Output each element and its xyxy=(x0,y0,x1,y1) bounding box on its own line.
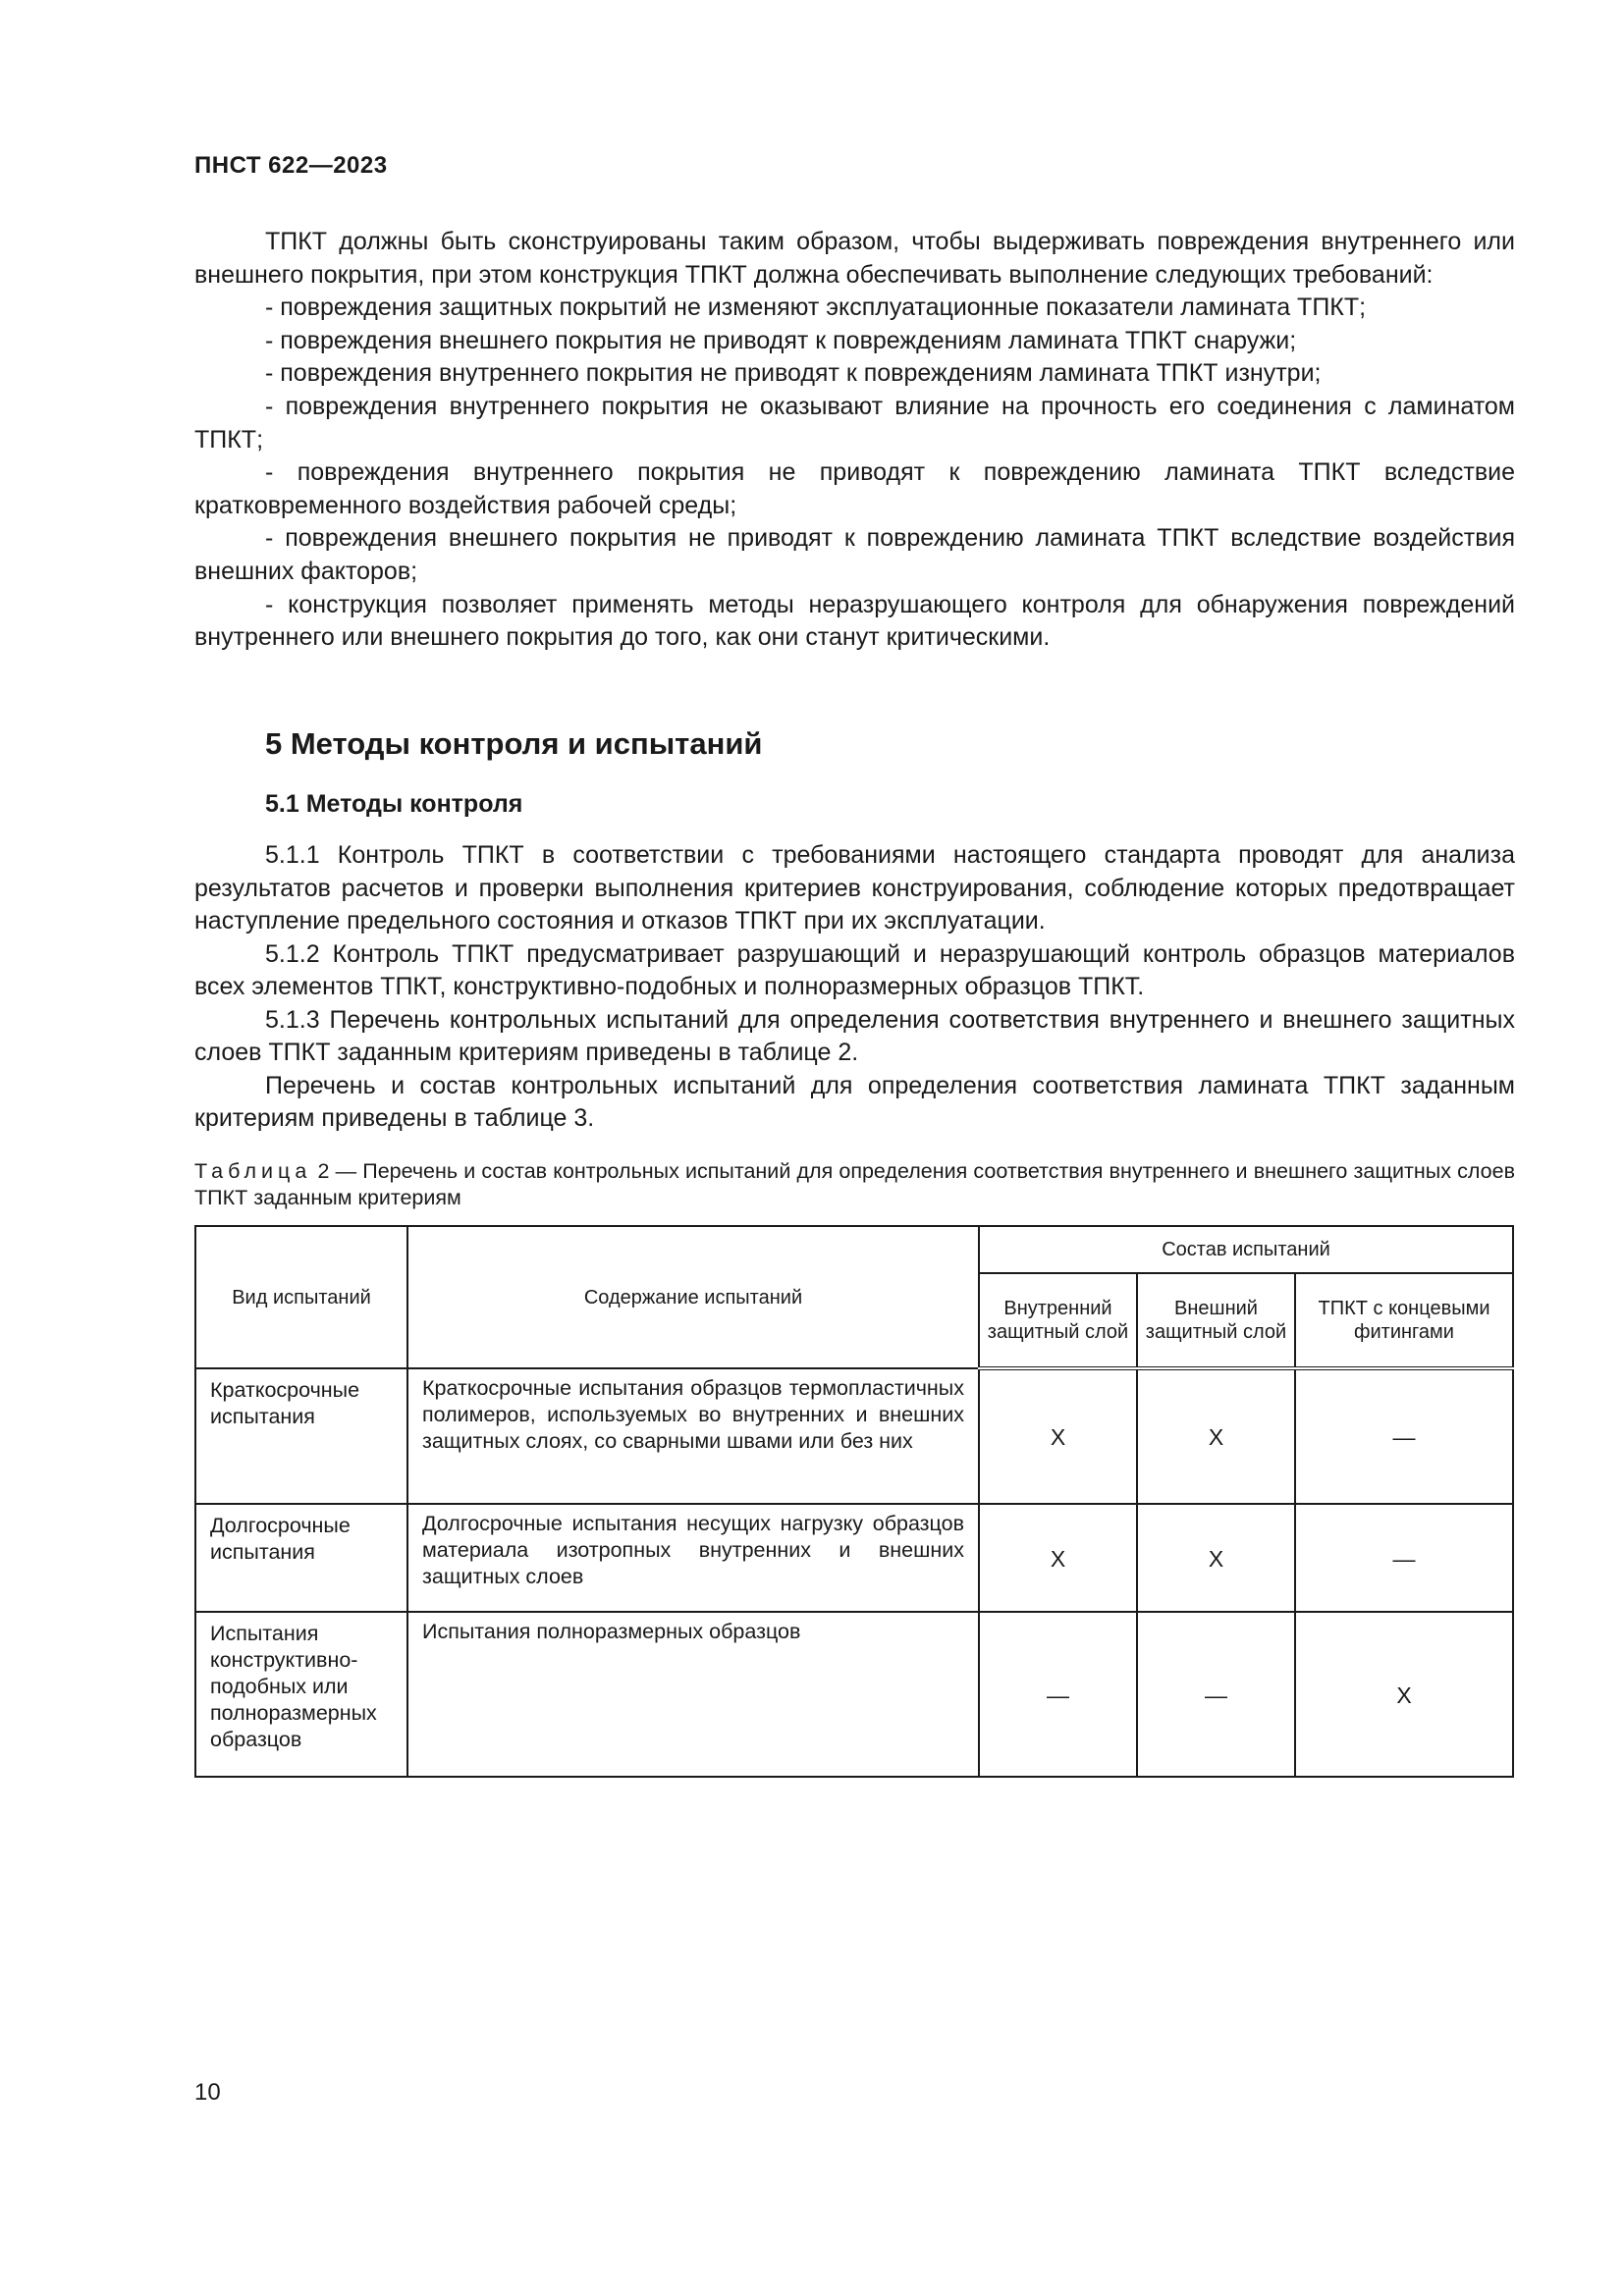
cell-inner-mark: X xyxy=(979,1368,1137,1504)
cell-test-content: Долгосрочные испытания несущих нагрузку образцов материала изотропных внутренних и внешних защитных слоев xyxy=(407,1504,979,1612)
cell-inner-mark: — xyxy=(979,1612,1137,1777)
cell-tpkt-mark: X xyxy=(1295,1612,1513,1777)
cell-outer-mark: X xyxy=(1137,1368,1295,1504)
requirement-item: - повреждения защитных покрытий не изменяют эксплуатационные показатели ламината ТПКТ; xyxy=(265,294,1367,322)
table-row xyxy=(195,1504,1513,1612)
requirement-item: - конструкция позволяет применять методы неразрушающего контроля для обнаружения повреждений внутреннего или внешнего покрытия до того, как они станут критическими. xyxy=(194,590,1515,652)
requirement-item: - повреждения внутреннего покрытия не приводят к повреждениям ламината ТПКТ изнутри; xyxy=(265,359,1322,388)
header-test-content: Содержание испытаний xyxy=(407,1226,979,1368)
tests-table xyxy=(194,1225,1514,1778)
table-row xyxy=(195,1612,1513,1777)
cell-test-type: Испытания конструктивно-подобных или полноразмерных образцов xyxy=(195,1612,407,1777)
cell-inner-mark: X xyxy=(979,1504,1137,1612)
section-title: 5 Методы контроля и испытаний xyxy=(265,726,763,761)
cell-outer-mark: — xyxy=(1137,1612,1295,1777)
subsection-title: 5.1 Методы контроля xyxy=(265,790,523,818)
clause-paragraph: 5.1.1 Контроль ТПКТ в соответствии с требованиями настоящего стандарта проводят для анализа результатов расчетов и проверки выполнения критериев конструирования, соблюдение которых предотвращает наступление предельного состояния и отказов ТПКТ при их эксплуатации. xyxy=(194,841,1515,934)
control-methods-block xyxy=(194,839,1515,1136)
clause-paragraph: 5.1.2 Контроль ТПКТ предусматривает разрушающий и неразрушающий контроль образцов материалов всех элементов ТПКТ, конструктивно-подобных и полноразмерных образцов ТПКТ. xyxy=(194,939,1515,1000)
header-test-composition: Состав испытаний xyxy=(979,1226,1513,1273)
table-caption-text: 2 — Перечень и состав контрольных испытаний для определения соответствия внутреннего и внешнего защитных слоев ТПКТ заданным критериям xyxy=(194,1159,1515,1209)
intro-paragraph: ТПКТ должны быть сконструированы таким образом, чтобы выдерживать повреждения внутреннего или внешнего покрытия, при этом конструкция ТПКТ должна обеспечивать выполнение следующих требований: xyxy=(194,228,1515,289)
header-inner-layer: Внутренний защитный слой xyxy=(979,1273,1137,1368)
cell-test-type: Краткосрочные испытания xyxy=(195,1368,407,1504)
table-row xyxy=(195,1368,1513,1504)
header-outer-layer: Внешний защитный слой xyxy=(1137,1273,1295,1368)
intro-block xyxy=(194,226,1515,655)
clause-paragraph: 5.1.3 Перечень контрольных испытаний для определения соответствия внутреннего и внешнего защитных слоев ТПКТ заданным критериям приведены в таблице 2. xyxy=(194,1005,1515,1066)
requirement-item: - повреждения внешнего покрытия не приводят к повреждению ламината ТПКТ вследствие воздействия внешних факторов; xyxy=(194,524,1515,585)
header-test-type: Вид испытаний xyxy=(195,1226,407,1368)
clause-paragraph: Перечень и состав контрольных испытаний для определения соответствия ламината ТПКТ заданным критериям приведены в таблице 3. xyxy=(194,1071,1515,1132)
cell-tpkt-mark: — xyxy=(1295,1368,1513,1504)
document-id: ПНСТ 622—2023 xyxy=(194,152,388,179)
requirement-item: - повреждения внутреннего покрытия не оказывают влияние на прочность его соединения с ламинатом ТПКТ; xyxy=(194,392,1515,454)
cell-test-type: Долгосрочные испытания xyxy=(195,1504,407,1612)
cell-tpkt-mark: — xyxy=(1295,1504,1513,1612)
cell-outer-mark: X xyxy=(1137,1504,1295,1612)
requirement-item: - повреждения внешнего покрытия не приводят к повреждениям ламината ТПКТ снаружи; xyxy=(265,326,1297,354)
table-caption xyxy=(194,1158,1515,1211)
requirement-item: - повреждения внутреннего покрытия не приводят к повреждению ламината ТПКТ вследствие кратковременного воздействия рабочей среды; xyxy=(194,458,1515,519)
header-tpkt-fittings: ТПКТ с концевыми фитингами xyxy=(1295,1273,1513,1368)
cell-test-content: Испытания полноразмерных образцов xyxy=(407,1612,979,1777)
cell-test-content: Краткосрочные испытания образцов термопластичных полимеров, используемых во внутренних и внешних защитных слоях, со сварными швами или без них xyxy=(407,1368,979,1504)
page-number: 10 xyxy=(194,2079,221,2106)
table-caption-label: Таблица xyxy=(194,1159,312,1183)
